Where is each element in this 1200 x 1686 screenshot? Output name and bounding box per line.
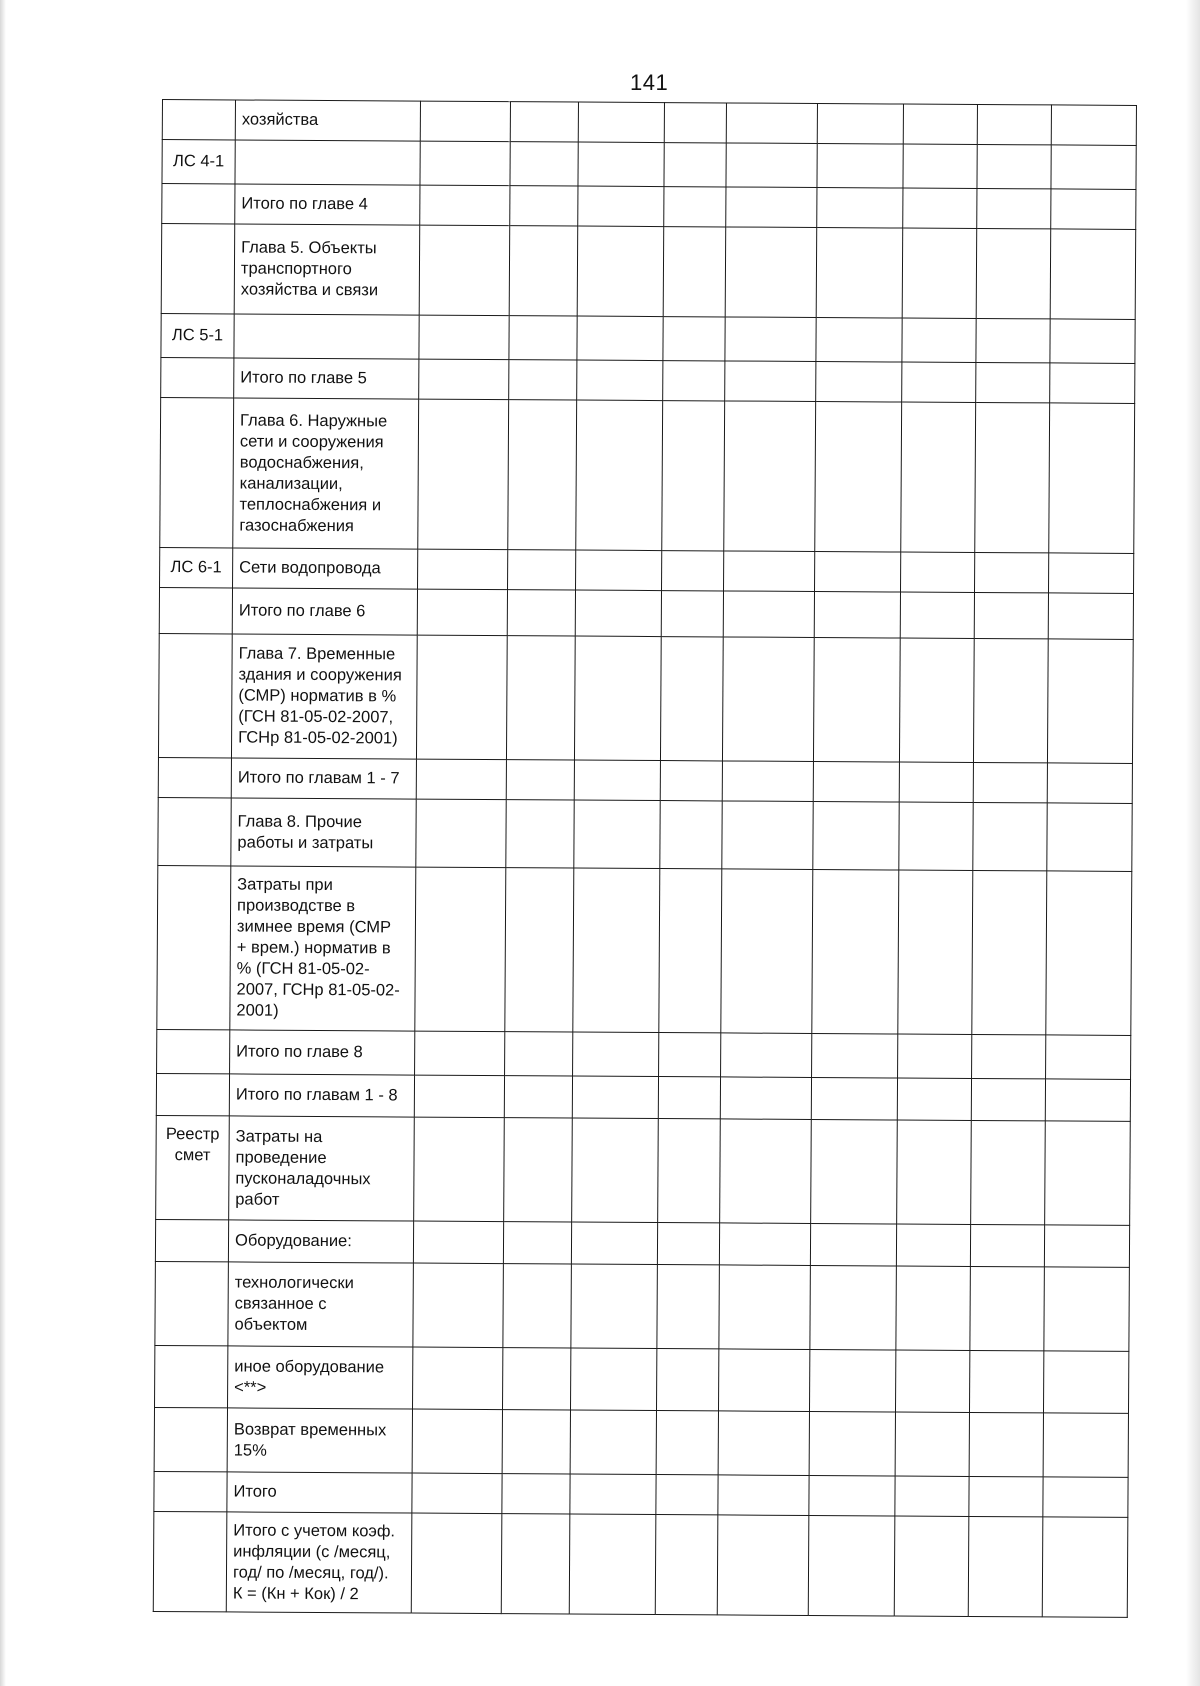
empty-value-cell [1042,1517,1128,1618]
empty-value-cell [509,360,577,400]
empty-value-cell [1047,639,1133,764]
empty-value-cell [575,590,661,637]
table-row [160,547,1134,593]
row-name-cell: технологически связанное с объектом [228,1262,414,1347]
empty-value-cell [510,142,578,186]
empty-value-cell [510,186,578,226]
empty-value-cell [506,760,574,800]
empty-value-cell [968,1516,1043,1616]
empty-value-cell [809,1349,895,1412]
empty-value-cell [810,1223,896,1266]
empty-value-cell [1046,1035,1131,1080]
row-code-cell [157,865,231,1029]
row-name-cell: Глава 8. Прочие работы и затраты [231,798,416,867]
empty-value-cell [660,761,722,801]
row-code-cell [158,633,232,757]
empty-value-cell [508,550,576,590]
empty-value-cell [897,1120,972,1224]
empty-value-cell [659,869,722,1033]
empty-value-cell [1048,553,1133,594]
empty-value-cell [974,592,1048,638]
row-code-cell [161,224,235,314]
row-code-cell [154,1407,227,1471]
table-row [161,313,1135,363]
empty-value-cell [719,1265,811,1350]
table-row [156,1115,1131,1225]
empty-value-cell [901,402,976,552]
empty-value-cell [724,551,815,592]
row-name-cell: Итого по главе 6 [232,588,417,635]
empty-value-cell [898,1034,972,1078]
empty-value-cell [570,1348,656,1411]
empty-value-cell [1050,319,1135,364]
table-body [153,100,1136,1618]
empty-value-cell [971,1120,1046,1224]
table-row [161,224,1136,320]
empty-value-cell [660,637,723,761]
empty-value-cell [808,1515,895,1616]
empty-value-cell [722,637,814,762]
empty-value-cell [413,1347,503,1410]
empty-value-cell [816,228,903,319]
empty-value-cell [573,868,660,1033]
row-code-cell [153,1511,227,1611]
empty-value-cell [973,638,1048,762]
empty-value-cell [576,550,662,591]
row-code-cell: ЛС 5-1 [161,313,234,357]
empty-value-cell [509,226,578,316]
empty-value-cell [721,1033,812,1078]
empty-value-cell [657,1223,719,1265]
table-row [160,397,1135,553]
empty-value-cell [655,1515,718,1615]
empty-value-cell [720,1077,811,1120]
row-code-cell [156,1073,229,1115]
row-name-cell: Возврат временных 15% [227,1408,412,1473]
empty-value-cell [898,870,973,1034]
table-row [158,757,1132,803]
empty-value-cell [977,104,1051,144]
empty-value-cell [1047,763,1132,804]
empty-value-cell [813,637,900,762]
empty-value-cell [414,1117,505,1222]
empty-value-cell [976,362,1050,402]
page-number: 141 [630,70,669,95]
row-code-cell [158,797,231,865]
empty-value-cell [417,589,507,636]
empty-value-cell [1046,871,1132,1036]
empty-value-cell [717,1515,809,1616]
row-name-cell: Глава 5. Объекты транспортного хозяйства и связи [234,224,420,315]
empty-value-cell [902,228,977,318]
empty-value-cell [416,635,507,760]
empty-value-cell [1043,1477,1128,1518]
row-code-cell [159,587,232,633]
empty-value-cell [977,188,1051,228]
empty-value-cell [899,802,973,870]
row-name-cell: Итого по главам 1 - 8 [229,1074,414,1117]
empty-value-cell [720,1119,812,1224]
empty-value-cell [812,1033,898,1078]
empty-value-cell [1051,189,1136,230]
empty-value-cell [726,187,817,228]
empty-value-cell [1045,1121,1131,1226]
row-code-cell: Реестр смет [156,1115,230,1219]
empty-value-cell [415,1031,505,1076]
empty-value-cell [903,188,977,228]
empty-value-cell [970,1224,1044,1266]
row-name-cell: Итого по главе 5 [234,358,419,399]
empty-value-cell [416,799,506,868]
empty-value-cell [508,400,577,550]
empty-value-cell [817,188,903,229]
empty-value-cell [900,592,974,638]
empty-value-cell [412,1473,502,1514]
empty-value-cell [903,144,977,188]
row-name-cell: Итого по главам 1 - 7 [231,758,416,799]
empty-value-cell [811,1077,897,1120]
empty-value-cell [664,143,726,187]
empty-value-cell [416,759,506,800]
row-name-cell [235,140,420,185]
empty-value-cell [412,1409,502,1474]
table-row [162,100,1136,146]
empty-value-cell [663,361,725,401]
empty-value-cell [420,101,510,142]
empty-value-cell [662,401,725,551]
empty-value-cell [420,185,510,226]
empty-value-cell [571,1264,658,1349]
empty-value-cell [657,1265,720,1349]
row-code-cell [155,1261,229,1345]
row-name-cell: хозяйства [235,100,420,141]
empty-value-cell [569,1514,656,1615]
empty-value-cell [895,1350,969,1412]
empty-value-cell [570,1410,656,1475]
empty-value-cell [573,1032,659,1077]
empty-value-cell [574,800,660,869]
empty-value-cell [809,1475,895,1516]
table-row [161,357,1135,403]
empty-value-cell [723,591,814,638]
empty-value-cell [895,1412,969,1476]
empty-value-cell [505,868,574,1032]
table-row [156,1073,1130,1121]
row-code-cell [162,100,235,140]
empty-value-cell [570,1474,656,1515]
empty-value-cell [664,103,726,143]
empty-value-cell [901,552,975,592]
empty-value-cell [971,1078,1045,1120]
empty-value-cell [414,1075,504,1118]
empty-value-cell [418,399,509,550]
empty-value-cell [1048,593,1133,640]
empty-value-cell [895,1476,969,1516]
row-name-cell: иное оборудование <**> [228,1346,413,1409]
empty-value-cell [504,1076,572,1118]
empty-value-cell [816,361,902,402]
empty-value-cell [810,1265,897,1350]
empty-value-cell [419,315,509,360]
empty-value-cell [1051,145,1136,190]
empty-value-cell [664,187,726,227]
empty-value-cell [812,869,899,1034]
empty-value-cell [718,1475,809,1516]
empty-value-cell [718,1411,809,1476]
empty-value-cell [816,318,902,363]
empty-value-cell [813,761,899,802]
empty-value-cell [503,1348,571,1410]
row-code-cell [155,1345,228,1407]
empty-value-cell [809,1411,895,1476]
empty-value-cell [510,102,578,142]
empty-value-cell [576,400,663,551]
empty-value-cell [721,869,813,1034]
row-code-cell: ЛС 4-1 [162,140,235,184]
table-row [155,1261,1129,1351]
empty-value-cell [722,801,813,870]
empty-value-cell [903,104,977,144]
empty-value-cell [505,1032,573,1076]
empty-value-cell [419,225,510,316]
empty-value-cell [663,317,725,361]
empty-value-cell [656,1411,718,1475]
empty-value-cell [506,800,574,868]
empty-value-cell [502,1474,570,1514]
empty-value-cell [415,867,506,1032]
empty-value-cell [663,227,726,317]
table-row [162,140,1136,190]
empty-value-cell [509,316,577,360]
table-row [159,587,1133,639]
row-name-cell: Глава 6. Наружные сети и сооружения водоснабжения, канализации, теплоснабжения и газоснабжения [233,398,419,549]
empty-value-cell [571,1222,657,1265]
empty-value-cell [504,1118,573,1222]
empty-value-cell [899,638,974,762]
empty-value-cell [1045,1079,1130,1122]
empty-value-cell [658,1077,720,1119]
empty-value-cell [1047,803,1132,872]
empty-value-cell [413,1263,504,1348]
table-row [155,1219,1129,1267]
row-name-cell: Итого с учетом коэф. инфляции (с /месяц, год/ по /месяц, год/). К = (Кн + Кок) / 2 [226,1512,412,1613]
empty-value-cell [574,636,661,761]
empty-value-cell [902,362,976,402]
empty-value-cell [975,402,1050,552]
empty-value-cell [817,104,903,145]
empty-value-cell [973,762,1047,802]
empty-value-cell [507,590,575,636]
table-row [157,865,1132,1035]
empty-value-cell [970,1266,1045,1350]
empty-value-cell [574,760,660,801]
empty-value-cell [577,316,663,361]
empty-value-cell [725,227,817,318]
empty-value-cell [817,144,903,189]
row-code-cell [161,357,234,397]
scan-edge-right [1186,0,1200,1686]
scan-edge-left [0,0,6,1686]
empty-value-cell [1051,105,1136,146]
row-code-cell [157,1029,230,1073]
table-row [158,633,1133,763]
empty-value-cell [725,361,816,402]
empty-value-cell [976,318,1050,362]
table-row [154,1471,1128,1517]
row-name-cell: Затраты при производстве в зимнее время (СМР + врем.) норматив в % (ГСН 81-05-02- 2007, ГСНр 81-05-02- 2001) [230,866,416,1031]
row-name-cell: Затраты на проведение пусконаладочных работ [229,1116,415,1221]
empty-value-cell [718,1349,809,1412]
empty-value-cell [719,1223,810,1266]
empty-value-cell [662,551,724,591]
empty-value-cell [420,141,510,186]
empty-value-cell [659,1033,721,1077]
empty-value-cell [726,103,817,144]
empty-value-cell [896,1266,971,1350]
empty-value-cell [1050,363,1135,404]
empty-value-cell [658,1119,721,1223]
empty-value-cell [969,1476,1043,1516]
empty-value-cell [1049,403,1135,554]
row-code-cell [158,757,231,797]
empty-value-cell [896,1224,970,1266]
row-code-cell: ЛС 6-1 [160,547,233,587]
row-code-cell [154,1471,227,1511]
row-code-cell [160,397,234,547]
empty-value-cell [572,1076,658,1119]
row-name-cell [234,314,419,359]
empty-value-cell [813,801,899,870]
empty-value-cell [1043,1413,1128,1478]
row-name-cell: Сети водопровода [233,548,418,589]
empty-value-cell [1044,1225,1129,1268]
empty-value-cell [578,186,664,227]
empty-value-cell [976,228,1051,318]
empty-value-cell [656,1349,718,1411]
empty-value-cell [411,1513,502,1614]
empty-value-cell [501,1514,570,1614]
empty-value-cell [975,552,1049,592]
empty-value-cell [578,142,664,187]
table-row [157,1029,1131,1079]
row-name-cell: Итого по главе 4 [235,184,420,225]
empty-value-cell [506,636,575,760]
empty-value-cell [572,1118,659,1223]
empty-value-cell [897,1078,971,1120]
row-name-cell: Оборудование: [228,1220,413,1263]
empty-value-cell [973,802,1047,870]
empty-value-cell [972,1034,1046,1078]
empty-value-cell [578,102,664,143]
empty-value-cell [1044,1267,1130,1352]
empty-value-cell [725,317,816,362]
empty-value-cell [503,1222,571,1264]
empty-value-cell [814,591,900,638]
empty-value-cell [503,1264,572,1348]
empty-value-cell [419,359,509,400]
row-name-cell: Итого по главе 8 [230,1030,415,1075]
empty-value-cell [969,1412,1043,1476]
row-name-cell: Глава 7. Временные здания и сооружения (СМР) норматив в % (ГСН 81-05-02-2007, ГСНр 81-05-02-2001) [231,634,417,759]
table-row [158,797,1132,871]
row-code-cell [162,184,235,224]
row-code-cell [155,1219,228,1261]
row-name-cell: Итого [227,1472,412,1513]
empty-value-cell [811,1119,898,1224]
empty-value-cell [972,870,1047,1034]
table-row [154,1407,1128,1477]
table-row [162,184,1136,230]
empty-value-cell [726,143,817,188]
empty-value-cell [1043,1351,1128,1414]
empty-value-cell [661,591,723,637]
empty-value-cell [418,549,508,590]
empty-value-cell [815,551,901,592]
empty-value-cell [722,761,813,802]
empty-value-cell [413,1221,503,1264]
empty-value-cell [577,360,663,401]
table-row [153,1511,1128,1617]
table-row [155,1345,1129,1413]
empty-value-cell [724,401,816,552]
empty-value-cell [977,144,1051,188]
empty-value-cell [660,801,722,869]
empty-value-cell [899,762,973,802]
estimate-table [153,99,1137,1618]
empty-value-cell [656,1475,718,1515]
empty-value-cell [502,1410,570,1474]
empty-value-cell [1050,229,1136,320]
empty-value-cell [815,401,902,552]
empty-value-cell [902,318,976,362]
empty-value-cell [577,226,664,317]
empty-value-cell [969,1350,1043,1412]
empty-value-cell [894,1516,969,1616]
